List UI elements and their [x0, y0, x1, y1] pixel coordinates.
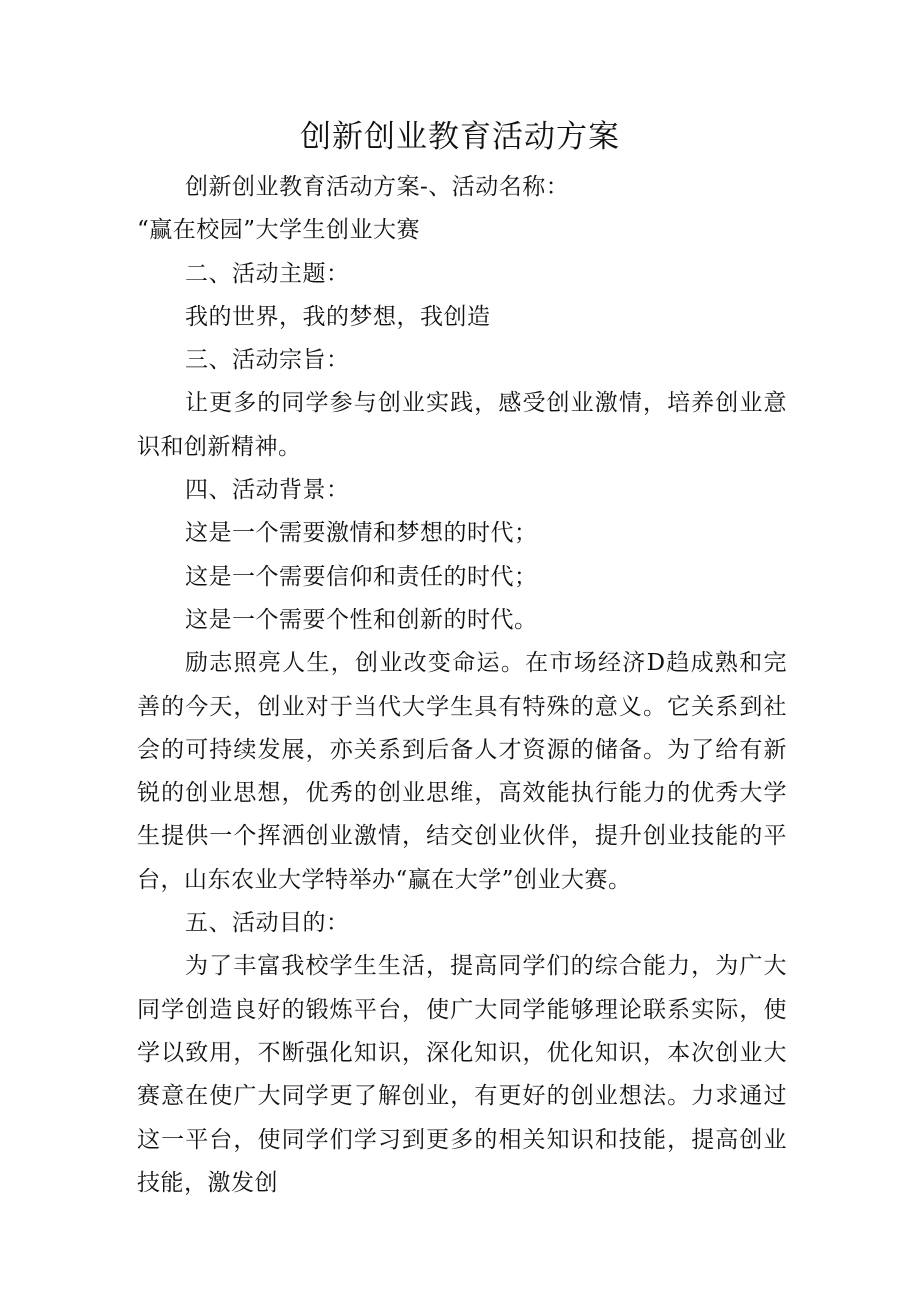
paragraph-activity-name-heading: 创新创业教育活动方案-、活动名称：	[185, 174, 570, 200]
paragraph-background-body: 励志照亮人生，创业改变命运。在市场经济D趋成熟和完善的今天，创业对于当代大学生具有特殊的意义。它关系到社会的可持续发展，亦关系到后备人才资源的储备。为了给有新锐的创业思想，优秀的创业思维，高效能执行能力的优秀大学生提供一个挥洒创业激情，结交创业伙伴，提升创业技能的平台，山东农业大学特举办“赢在大学”创业大赛。	[137, 650, 787, 893]
paragraph-purpose: 让更多的同学参与创业实践，感受创业激情，培养创业意识和创新精神。	[137, 390, 787, 460]
document-title: 创新创业教育活动方案	[300, 119, 620, 155]
paragraph-activity-name: “赢在校园”大学生创业大赛	[137, 217, 421, 244]
paragraph-theme-heading: 二、活动主题：	[185, 260, 350, 287]
paragraph-background-line-1: 这是一个需要激情和梦想的时代；	[185, 520, 538, 547]
paragraph-objective-heading: 五、活动目的：	[185, 910, 350, 937]
paragraph-background-line-3: 这是一个需要个性和创新的时代。	[185, 606, 538, 633]
paragraph-background-heading: 四、活动背景：	[185, 477, 350, 504]
document-body	[137, 166, 787, 1205]
paragraph-theme: 我的世界，我的梦想，我创造	[185, 303, 491, 330]
paragraph-background-line-2: 这是一个需要信仰和责任的时代；	[185, 563, 538, 590]
paragraph-purpose-heading: 三、活动宗旨：	[185, 347, 350, 374]
paragraph-objective-body: 为了丰富我校学生生活，提高同学们的综合能力，为广大同学创造良好的锻炼平台，使广大同学能够理论联系实际，使学以致用，不断强化知识，深化知识，优化知识，本次创业大赛意在使广大同学更了解创业，有更好的创业想法。力求通过这一平台，使同学们学习到更多的相关知识和技能，提高创业技能，激发创	[137, 953, 787, 1196]
